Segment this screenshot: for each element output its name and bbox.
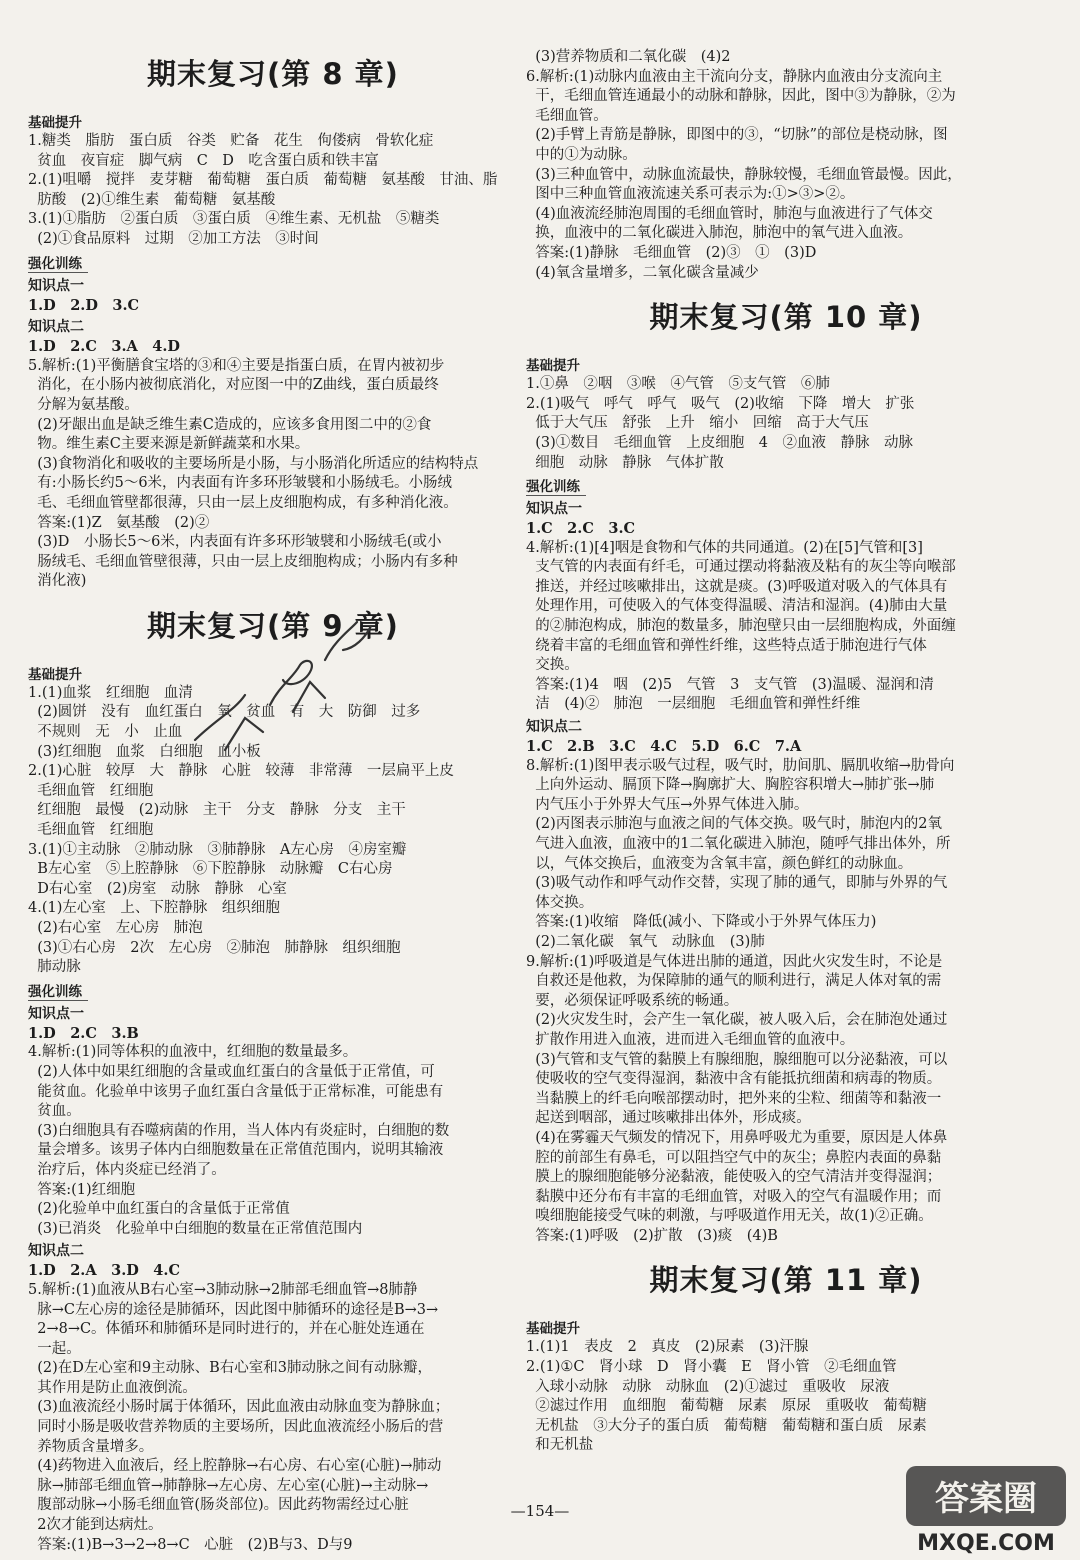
text-line: 细胞 动脉 静脉 气体扩散 xyxy=(526,454,724,471)
chapter-title: 期末复习(第 9 章) xyxy=(147,608,399,643)
section-heading: 基础提升 xyxy=(28,115,82,131)
chapter-title: 期末复习(第 10 章) xyxy=(649,300,923,335)
knowledge-point-label: 知识点一 xyxy=(28,1005,84,1022)
knowledge-point-label: 知识点二 xyxy=(526,719,582,736)
text-line: 入球小动脉 动脉 动脉血 (2)①滤过 重吸收 尿液 xyxy=(526,1378,890,1395)
knowledge-point-label: 知识点二 xyxy=(28,1243,84,1260)
text-line: 1.(1)1 表皮 2 真皮 (2)尿素 (3)汗腺 xyxy=(526,1339,809,1356)
text-line: (3)血液流经小肠时属于体循环，因此血液由动脉血变为静脉血； xyxy=(28,1399,450,1416)
text-line: 自救还是他救，为保障肺的通气的顺利进行，满足人体对氧的需 xyxy=(526,973,942,990)
text-line: 消化，在小肠内被彻底消化，对应图一中的Z曲线，蛋白质最终 xyxy=(28,377,439,394)
chapter-title: 期末复习(第 11 章) xyxy=(649,1263,923,1298)
text-line: 腹部动脉→小肠毛细血管(肠炎部位)。因此药物需经过心脏 xyxy=(28,1497,409,1514)
text-line: 3.(1)①脂肪 ②蛋白质 ③蛋白质 ④维生素、无机盐 ⑤糖类 xyxy=(28,211,440,228)
text-line: 答案:(1)B→3→2→8→C 心脏 (2)B与3、D与9 xyxy=(28,1536,353,1553)
text-line: 5.解析:(1)平衡膳食宝塔的③和④主要是指蛋白质，在胃内被初步 xyxy=(28,357,445,374)
knowledge-point-label: 知识点一 xyxy=(28,277,84,294)
text-line: (3)气管和支气管的黏膜上有腺细胞，腺细胞可以分泌黏液，可以 xyxy=(526,1051,948,1068)
section-heading: 基础提升 xyxy=(28,666,82,683)
handwriting-scribble xyxy=(175,600,385,760)
right-column xyxy=(526,48,1046,1456)
text-line: 毛细血管 红细胞 xyxy=(28,782,154,799)
text-line: (3)三种血管中，动脉血流最快，静脉较慢，毛细血管最慢。因此， xyxy=(526,166,962,183)
text-line: D右心室 (2)房室 动脉 静脉 心室 xyxy=(28,880,287,897)
text-line: 贫血 夜盲症 脚气病 C D 吃含蛋白质和铁丰富 xyxy=(28,152,379,169)
text-line: 要，必须保证呼吸系统的畅通。 xyxy=(526,992,739,1009)
text-line: 消化液) xyxy=(28,573,87,590)
text-line: 脉→C左心房的途径是肺循环，因此图中肺循环的途径是B→3→ xyxy=(28,1301,439,1318)
answer-line: 1.C 2.C 3.C xyxy=(526,520,636,538)
page-number: —154— xyxy=(510,1502,570,1520)
text-line: 肺动脉 xyxy=(28,959,81,976)
text-line: (4)药物进入血液后，经上腔静脉→右心房、右心室(心脏)→肺动 xyxy=(28,1458,442,1475)
text-line: 4.解析:(1)[4]咽是食物和气体的共同通道。(2)在[5]气管和[3] xyxy=(526,539,923,556)
text-line: 腔的前部生有鼻毛，可以阻挡空气中的灰尘；鼻腔内表面的鼻黏 xyxy=(526,1149,942,1166)
text-line: 贫血。 xyxy=(28,1103,81,1120)
text-line: (3)营养物质和二氧化碳 (4)2 xyxy=(526,49,731,65)
text-line: 使吸收的空气变得湿润，黏液中含有能抵抗细菌和病毒的物质。 xyxy=(526,1071,942,1088)
text-line: 9.解析:(1)呼吸道是气体进出肺的通道，因此火灾发生时，不论是 xyxy=(526,953,943,970)
section-heading: 基础提升 xyxy=(526,1321,580,1338)
text-line: 体交换。 xyxy=(526,894,594,911)
text-line: 交换。 xyxy=(526,657,579,674)
text-line: 干，毛细血管连通最小的动脉和静脉，因此，图中③为静脉，②为 xyxy=(526,88,956,105)
text-line: (3)红细胞 血浆 白细胞 血小板 xyxy=(28,743,261,760)
section-heading-wrap xyxy=(28,250,518,274)
text-line: 答案:(1)Z 氨基酸 (2)② xyxy=(28,514,210,531)
text-line: 2次才能到达病灶。 xyxy=(28,1517,163,1534)
text-line: 以，气体交换后，血液变为含氧丰富，颜色鲜红的动脉血。 xyxy=(526,855,913,872)
watermark-logo xyxy=(900,1458,1072,1558)
text-line: 2.(1)①C 肾小球 D 肾小囊 E 肾小管 ②毛细血管 xyxy=(526,1359,897,1376)
text-line: 上向外运动、膈顶下降→胸廓扩大、胸腔容积增大→肺扩张→肺 xyxy=(526,777,935,794)
text-line: 脉→肺部毛细血管→肺静脉→左心房、左心室(心脏)→主动脉→ xyxy=(28,1477,429,1494)
text-line: (2)手臂上青筋是静脉，即图中的③，“切脉”的部位是桡动脉，图 xyxy=(526,127,948,144)
text-line: 嗅细胞能接受气味的刺激，与呼吸道作用无关，故(1)②正确。 xyxy=(526,1208,933,1225)
text-line: 无机盐 ③大分子的蛋白质 葡萄糖 葡萄糖和蛋白质 尿素 xyxy=(526,1417,927,1434)
text-line: 毛细血管 红细胞 xyxy=(28,822,154,839)
text-line: 起送到咽部，通过咳嗽排出体外，形成痰。 xyxy=(526,1110,811,1127)
text-line: 答案:(1)红细胞 xyxy=(28,1181,136,1198)
text-line: (2)右心室 左心房 肺泡 xyxy=(28,920,203,936)
text-line: 的②肺泡构成，肺泡的数量多，肺泡壁只由一层细胞构成，外面缠 xyxy=(526,618,956,635)
section-heading-wrap xyxy=(526,473,1046,497)
text-line: 2.(1)心脏 较厚 大 静脉 心脏 较薄 非常薄 一层扁平上皮 xyxy=(28,763,454,780)
text-line: 当黏膜上的纤毛向喉部摆动时，把外来的尘粒、细菌等和黏液一 xyxy=(526,1090,942,1107)
text-line: 毛细血管。 xyxy=(526,107,608,124)
watermark-top-text: 答案圈 xyxy=(935,1479,1037,1519)
text-line: 同时小肠是吸收营养物质的主要场所，因此血液流经小肠后的营 xyxy=(28,1419,444,1436)
text-line: 答案:(1)呼吸 (2)扩散 (3)痰 (4)B xyxy=(526,1227,778,1244)
text-line: 量会增多。该男子体内白细胞数量在正常值范围内，说明其输液 xyxy=(28,1142,444,1159)
text-line: 肠绒毛、毛细血管壁很薄，只由一层上皮细胞构成；小肠内有多种 xyxy=(28,553,458,570)
text-line: 一起。 xyxy=(28,1340,81,1357)
text-line: 绕着丰富的毛细血管和弹性纤维，这些特点适于肺泡进行气体 xyxy=(526,637,927,654)
text-line: 换，血液中的二氧化碳进入肺泡，肺泡中的氧气进入血液。 xyxy=(526,225,913,242)
text-line: (2)火灾发生时，会产生一氧化碳，被人吸入后，会在肺泡处通过 xyxy=(526,1012,948,1029)
text-line: ②滤过作用 血细胞 葡萄糖 尿素 原尿 重吸收 葡萄糖 xyxy=(526,1398,927,1415)
text-line: 1.糖类 脂肪 蛋白质 谷类 贮备 花生 佝偻病 骨软化症 xyxy=(28,133,434,149)
text-line: 1.(1)血浆 红细胞 血清 xyxy=(28,684,193,701)
text-line: 有:小肠长约5～6米，内表面有许多环形皱襞和小肠绒毛。小肠绒 xyxy=(28,475,453,492)
text-line: 养物质含量增多。 xyxy=(28,1438,154,1455)
text-line: 2.(1)吸气 呼气 呼气 吸气 (2)收缩 下降 增大 扩张 xyxy=(526,395,915,412)
text-line: 不规则 无 小 止血 xyxy=(28,724,183,741)
text-line: 支气管的内表面有纤毛，可通过摆动将黏液及粘有的灰尘等向喉部 xyxy=(526,559,956,576)
text-line: (3)食物消化和吸收的主要场所是小肠，与小肠消化所适应的结构特点 xyxy=(28,455,479,472)
text-line: (2)牙龈出血是缺乏维生素C造成的，应该多食用图二中的②食 xyxy=(28,416,432,433)
answer-line: 1.D 2.C 3.B xyxy=(28,1024,139,1042)
text-line: (3)①数目 毛细血管 上皮细胞 4 ②血液 静脉 动脉 xyxy=(526,434,913,451)
text-line: 中的①为动脉。 xyxy=(526,146,637,163)
text-line: (2)化验单中血红蛋白的含量低于正常值 xyxy=(28,1201,290,1218)
text-line: (2)①食品原料 过期 ②加工方法 ③时间 xyxy=(28,230,319,247)
chapter-title: 期末复习(第 8 章) xyxy=(147,57,399,91)
text-line: 治疗后，体内炎症已经消了。 xyxy=(28,1161,226,1178)
text-line: 1.①鼻 ②咽 ③喉 ④气管 ⑤支气管 ⑥肺 xyxy=(526,376,830,393)
text-line: 红细胞 最慢 (2)动脉 主干 分支 静脉 分支 主干 xyxy=(28,802,406,819)
answer-line: 1.D 2.A 3.D 4.C xyxy=(28,1262,180,1280)
text-line: (4)血液流经肺泡周围的毛细血管时，肺泡与血液进行了气体交 xyxy=(526,205,933,222)
handwriting-text: BAP A.D. xyxy=(175,600,180,601)
text-line: 物。维生素C主要来源是新鲜蔬菜和水果。 xyxy=(28,436,310,453)
section-heading: 基础提升 xyxy=(526,358,580,375)
section-heading: 强化训练 xyxy=(526,475,586,496)
text-line: 扩散作用进入血液，进而进入毛细血管的血液中。 xyxy=(526,1031,855,1048)
text-line: (2)在D左心室和9主动脉、B右心室和3肺动脉之间有动脉瓣， xyxy=(28,1360,432,1377)
text-line: 答案:(1)静脉 毛细血管 (2)③ ① (3)D xyxy=(526,244,817,261)
section-heading: 强化训练 xyxy=(28,980,88,1001)
text-line: 6.解析:(1)动脉内血液由主干流向分支，静脉内血液由分支流向主 xyxy=(526,68,943,85)
text-line: 其作用是防止血液倒流。 xyxy=(28,1379,197,1396)
text-line: 3.(1)①主动脉 ②肺动脉 ③肺静脉 A左心房 ④房室瓣 xyxy=(28,841,407,858)
text-line: (2)丙图表示肺泡与血液之间的气体交换。吸气时，肺泡内的2氧 xyxy=(526,816,942,833)
answer-line: 1.D 2.C 3.A 4.D xyxy=(28,338,180,356)
watermark-bottom-text: MXQE.COM xyxy=(917,1531,1055,1556)
text-line: 图中三种血管血液流速关系可表示为:①>③>②。 xyxy=(526,186,855,203)
text-line: 答案:(1)4 咽 (2)5 气管 3 支气管 (3)温暖、湿润和清 xyxy=(526,676,934,693)
text-line: 推送，并经过咳嗽排出，这就是痰。(3)呼吸道对吸入的气体具有 xyxy=(526,578,948,595)
text-line: (4)氧含量增多，二氧化碳含量减少 xyxy=(526,264,759,281)
text-line: 答案:(1)收缩 降低(减小、下降或小于外界气体压力) xyxy=(526,914,877,931)
text-line: 低于大气压 舒张 上升 缩小 回缩 高于大气压 xyxy=(526,415,869,432)
text-line: (3)白细胞具有吞噬病菌的作用，当人体内有炎症时，白细胞的数 xyxy=(28,1122,450,1139)
text-line: 分解为氨基酸。 xyxy=(28,396,139,413)
answer-line: 1.C 2.B 3.C 4.C 5.D 6.C 7.A xyxy=(526,738,802,756)
knowledge-point-label: 知识点二 xyxy=(28,319,84,336)
text-line: (4)在雾霾天气频发的情况下，用鼻呼吸尤为重要，原因是人体鼻 xyxy=(526,1129,948,1146)
text-line: 和无机盐 xyxy=(526,1437,594,1454)
knowledge-point-label: 知识点一 xyxy=(526,501,582,518)
text-line: (2)二氧化碳 氧气 动脉血 (3)肺 xyxy=(526,933,765,950)
text-line: (3)吸气动作和呼气动作交替，实现了肺的通气，即肺与外界的气 xyxy=(526,875,948,892)
text-line: 4.解析:(1)同等体积的血液中，红细胞的数量最多。 xyxy=(28,1044,358,1061)
text-line: 气进入血液，血液中的1二氧化碳进入肺泡，随呼气排出体外，所 xyxy=(526,836,951,852)
text-line: (3)已消炎 化验单中白细胞的数量在正常值范围内 xyxy=(28,1220,363,1237)
text-line: (2)圆饼 没有 血红蛋白 氧 贫血 有 大 防御 过多 xyxy=(28,704,421,721)
left-column xyxy=(28,40,518,1555)
text-line: 2→8→C。体循环和肺循环是同时进行的，并在心脏处连通在 xyxy=(28,1321,425,1338)
text-line: (3)D 小肠长5～6米，内表面有许多环形皱襞和小肠绒毛(或小 xyxy=(28,534,442,551)
text-line: 4.(1)左心室 上、下腔静脉 组织细胞 xyxy=(28,900,280,917)
answer-line: 1.D 2.D 3.C xyxy=(28,296,140,314)
text-line: 膜上的腺细胞能够分泌黏液，能使吸入的空气清洁并变得湿润； xyxy=(526,1169,942,1186)
text-line: 能贫血。化验单中该男子血红蛋白含量低于正常标准，可能患有 xyxy=(28,1083,444,1100)
text-line: B左心室 ⑤上腔静脉 ⑥下腔静脉 动脉瓣 C右心房 xyxy=(28,861,393,878)
text-line: (2)人体中如果红细胞的含量或血红蛋白的含量低于正常值，可 xyxy=(28,1063,435,1080)
text-line: 洁 (4)② 肺泡 一层细胞 毛细血管和弹性纤维 xyxy=(526,696,861,713)
text-line: 处理作用，可使吸入的气体变得温暖、清洁和湿润。(4)肺由大量 xyxy=(526,598,948,615)
text-line: 黏膜中还分布有丰富的毛细血管，对吸入的空气有温暖作用；而 xyxy=(526,1188,942,1205)
section-heading: 强化训练 xyxy=(28,252,88,273)
text-line: 毛、毛细血管壁都很薄，只由一层上皮细胞构成，有多种消化液。 xyxy=(28,494,458,511)
text-line: (3)①右心房 2次 左心房 ②肺泡 肺静脉 组织细胞 xyxy=(28,939,401,956)
text-line: 肪酸 (2)①维生素 葡萄糖 氨基酸 xyxy=(28,191,276,208)
section-heading-wrap xyxy=(28,978,518,1002)
text-line: 2.(1)咀嚼 搅拌 麦芽糖 葡萄糖 蛋白质 葡萄糖 氨基酸 甘油、脂 xyxy=(28,172,498,189)
text-line: 8.解析:(1)图甲表示吸气过程，吸气时，肋间肌、膈肌收缩→肋骨向 xyxy=(526,757,955,774)
text-line: 5.解析:(1)血液从B右心室→3肺动脉→2肺部毛细血管→8肺静 xyxy=(28,1281,418,1298)
text-line: 内气压小于外界大气压→外界气体进入肺。 xyxy=(526,796,809,813)
